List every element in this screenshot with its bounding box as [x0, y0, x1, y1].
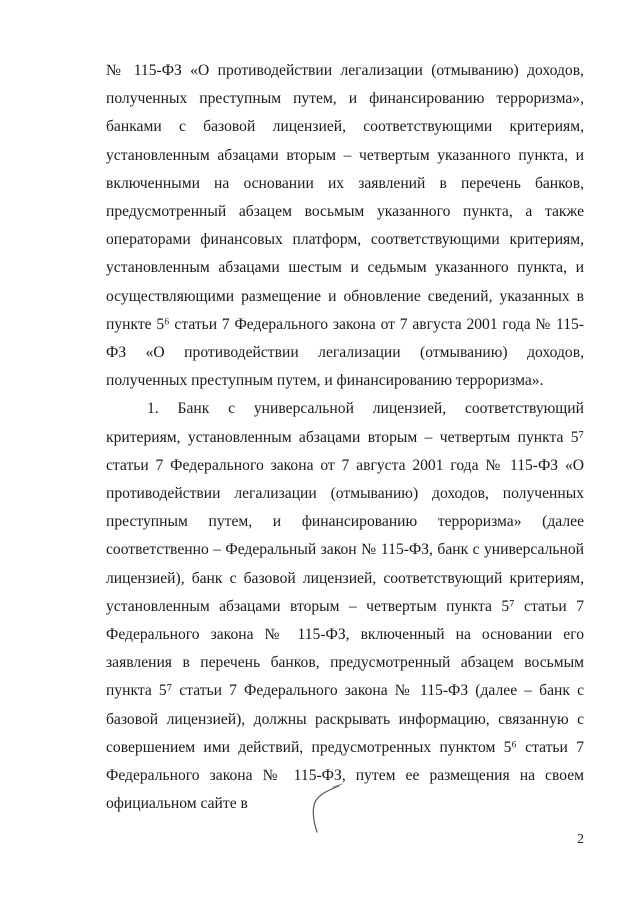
body-text	[106, 57, 584, 818]
pen-mark-icon	[305, 782, 345, 837]
page-number: 2	[577, 832, 584, 847]
paragraph-continuation: № 115-ФЗ «О противодействии легализации (отмыванию) доходов, полученных преступным путем, и финансированию терроризма», банками с базовой лицензией, соответствующими критериям, установленным абзацами вторым – четвертым указанного пункта, и включенными на основании их заявлений в перечень банков, предусмотренный абзацем восьмым указанного пункта, а также операторами финансовых платформ, соответствующими критериям, установленным абзацами шестым и седьмым указанного пункта, и осуществляющими размещение и обновление сведений, указанных в пункте 5⁶ статьи 7 Федерального закона от 7 августа 2001 года № 115-ФЗ «О противодействии легализации (отмыванию) доходов, полученных преступным путем, и финансированию терроризма».	[106, 62, 584, 390]
paragraph-point-1: 1. Банк с универсальной лицензией, соответствующий критериям, установленным абзацами вторым – четвертым пункта 5⁷ статьи 7 Федерального закона от 7 августа 2001 года № 115-ФЗ «О противодействии легализации (отмыванию) доходов, полученных преступным путем, и финансированию терроризма» (далее соответственно – Федеральный закон № 115-ФЗ, банк с универсальной лицензией), банк с базовой лицензией, соответствующий критериям, установленным абзацами вторым – четвертым пункта 5⁷ статьи 7 Федерального закона № 115-ФЗ, включенный на основании его заявления в перечень банков, предусмотренный абзацем восьмым пункта 5⁷ статьи 7 Федерального закона № 115-ФЗ (далее – банк с базовой лицензией), должны раскрывать информацию, связанную с совершением ими действий, предусмотренных пунктом 5⁶ статьи 7 Федерального закона № 115-ФЗ, путем ее размещения на своем официальном сайте в	[106, 400, 584, 813]
